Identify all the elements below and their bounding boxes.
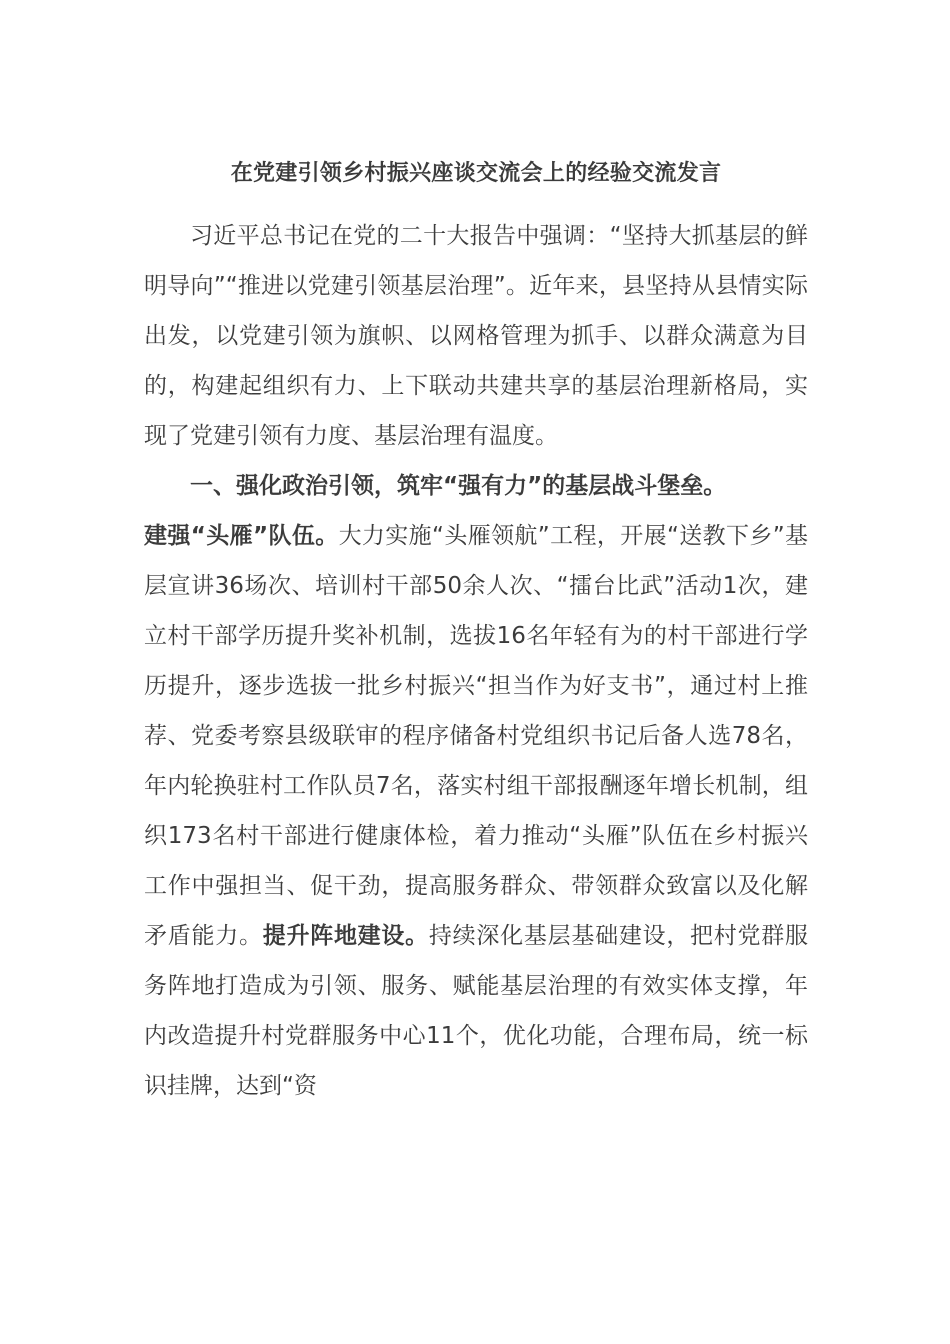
subheading-leader-team: 建强“头雁”队伍。 [144,523,339,549]
leader-team-text: 大力实施“头雁领航”工程，开展“送教下乡”基层宣讲36场次、培训村干部50余人次、“擂台比武”活动1次，建立村干部学历提升奖补机制，选拔16名年轻有为的村干部进行学历提升，逐步选拔一批乡村振兴“担当作为好支书”，通过村上推荐、党委考察县级联审的程序储备村党组织书记后备人选78名，年内轮换驻村工作队员7名，落实村组干部报酬逐年增长机制，组织173名村干部进行健康体检，着力推动“头雁”队伍在乡村振兴工作中强担当、促干劲，提高服务群众、带领群众致富以及化解矛盾能力。 [144,523,808,949]
section-heading-1 [144,461,808,511]
intro-text: 习近平总书记在党的二十大报告中强调：“坚持大抓基层的鲜明导向”“推进以党建引领基层治理”。近年来，县坚持从县情实际出发，以党建引领为旗帜、以网格管理为抓手、以群众满意为目的，构建起组织有力、上下联动共建共享的基层治理新格局，实现了党建引领有力度、基层治理有温度。 [144,223,808,449]
intro-paragraph [144,211,808,461]
section-heading-1-text: 一、强化政治引领，筑牢“强有力”的基层战斗堡垒。 [190,473,727,499]
subheading-position-building: 提升阵地建设。 [262,923,429,949]
document-title: 在党建引领乡村振兴座谈交流会上的经验交流发言 [230,161,722,186]
document-body [144,154,808,1111]
position-building-text: 持续深化基层基础建设，把村党群服务阵地打造成为引领、服务、赋能基层治理的有效实体支撑，年内改造提升村党群服务中心11个，优化功能，合理布局，统一标识挂牌，达到“资 [144,923,809,1099]
section-1-paragraph [144,511,808,1111]
